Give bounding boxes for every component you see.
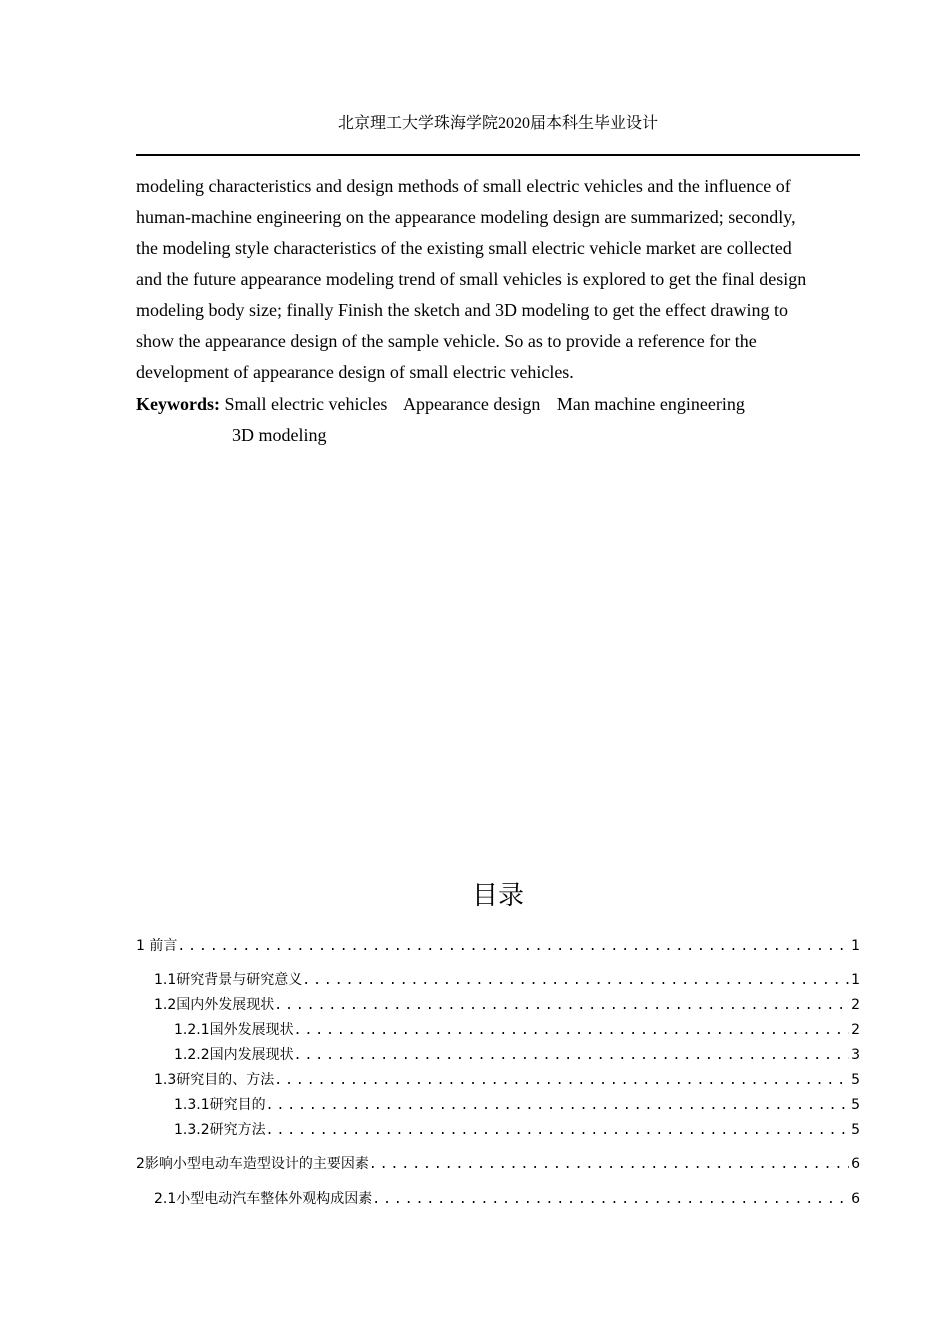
page-header: 北京理工大学珠海学院2020届本科生毕业设计 xyxy=(337,115,658,132)
abstract-line: development of appearance design of small electric vehicles. xyxy=(136,362,574,382)
toc-dot-leader xyxy=(294,1021,849,1041)
toc-entry-label: 1.2国内外发展现状 xyxy=(154,997,275,1013)
toc-page-number: 2 xyxy=(851,997,860,1013)
toc-entry[interactable] xyxy=(136,1154,860,1174)
toc-entry-label: 1.2.1国外发展现状 xyxy=(174,1022,294,1038)
toc-page-number: 2 xyxy=(851,1022,860,1038)
toc-entry[interactable] xyxy=(174,1120,860,1140)
toc-page-number: 3 xyxy=(851,1047,860,1063)
keyword-item: 3D modeling xyxy=(232,425,327,445)
abstract-line: show the appearance design of the sample vehicle. So as to provide a reference for the xyxy=(136,331,757,351)
toc-entry[interactable] xyxy=(154,1070,860,1090)
toc-entry[interactable] xyxy=(174,1045,860,1065)
toc-entry-label: 2影响小型电动车造型设计的主要因素 xyxy=(136,1156,369,1172)
toc-entry-label: 1.1研究背景与研究意义 xyxy=(154,972,303,988)
toc-page-number: 5 xyxy=(851,1097,860,1113)
abstract-line: modeling body size; finally Finish the sketch and 3D modeling to get the effect drawing to xyxy=(136,300,789,320)
toc-page-number: 5 xyxy=(851,1072,860,1088)
toc-entry-label: 1.3.2研究方法 xyxy=(174,1122,266,1138)
toc-page-number: 5 xyxy=(851,1122,860,1138)
toc-entry[interactable] xyxy=(154,1189,860,1209)
abstract-line: human-machine engineering on the appearance modeling design are summarized; secondly, xyxy=(136,207,796,227)
toc-title: 目录 xyxy=(471,881,524,911)
toc-entry[interactable] xyxy=(174,1095,860,1115)
toc-page-number: 6 xyxy=(851,1191,860,1207)
toc-page-number: 1 xyxy=(851,972,860,988)
toc-dot-leader xyxy=(369,1155,849,1175)
abstract-line: and the future appearance modeling trend of small vehicles is explored to get the final design xyxy=(136,269,807,289)
abstract-line: modeling characteristics and design methods of small electric vehicles and the influence of xyxy=(136,176,791,196)
keyword-item: Man machine engineering xyxy=(556,394,745,414)
keyword-item: Appearance design xyxy=(402,394,541,414)
toc-entry-label: 2.1小型电动汽车整体外观构成因素 xyxy=(154,1191,373,1207)
toc-page-number: 6 xyxy=(851,1156,860,1172)
toc-page-number: 1 xyxy=(851,938,860,954)
abstract-line: the modeling style characteristics of the existing small electric vehicle market are collected xyxy=(136,238,792,258)
toc-dot-leader xyxy=(177,937,849,957)
toc-entry-label: 1.3.1研究目的 xyxy=(174,1097,266,1113)
toc-dot-leader xyxy=(274,996,849,1016)
toc-entry[interactable] xyxy=(174,1020,860,1040)
keyword-item: Small electric vehicles xyxy=(224,394,388,414)
toc-dot-leader xyxy=(266,1096,849,1116)
toc-entry[interactable] xyxy=(136,936,860,956)
toc-entry[interactable] xyxy=(154,970,860,990)
toc-entry-label: 1.2.2国内发展现状 xyxy=(174,1047,294,1063)
toc-entry[interactable] xyxy=(154,995,860,1015)
keywords-label: Keywords: xyxy=(136,394,220,414)
toc-dot-leader xyxy=(266,1121,849,1141)
table-of-contents xyxy=(136,0,860,1344)
toc-entry-label: 1.3研究目的、方法 xyxy=(154,1072,275,1088)
toc-dot-leader xyxy=(294,1046,849,1066)
toc-dot-leader xyxy=(274,1071,849,1091)
toc-entry-label: 1 前言 xyxy=(136,938,178,954)
toc-dot-leader xyxy=(372,1190,849,1210)
toc-dot-leader xyxy=(302,971,849,991)
